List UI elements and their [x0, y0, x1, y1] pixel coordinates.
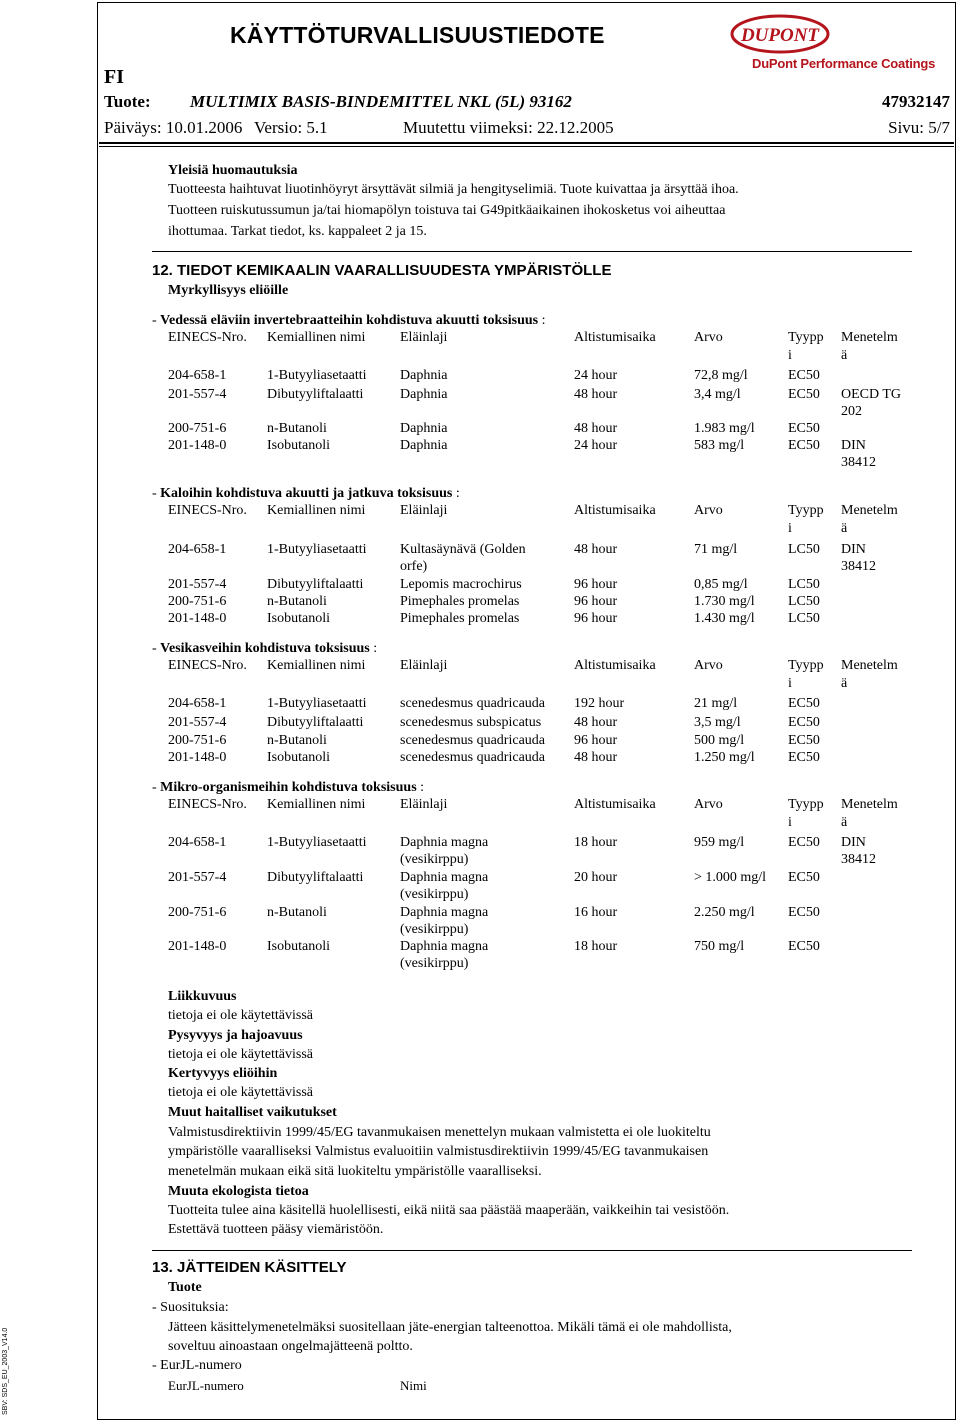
- cell-time: 96 hour: [574, 733, 618, 748]
- cell-einecs: 200-751-6: [168, 594, 227, 609]
- cell-type: LC50: [788, 577, 820, 592]
- table-heading-colon: :: [416, 780, 425, 795]
- cell-species: Pimephales promelas: [400, 611, 520, 626]
- column-header-chem: Kemiallinen nimi: [267, 330, 366, 345]
- cell-value: > 1.000 mg/l: [694, 870, 767, 885]
- cell-chem: Isobutanoli: [267, 750, 330, 765]
- table-heading-text: Vesikasveihin kohdistuva toksisuus: [160, 641, 370, 656]
- product-row: [104, 92, 950, 112]
- cell-value: 2.250 mg/l: [694, 905, 755, 920]
- column-header-species: Eläinlaji: [400, 330, 448, 345]
- cell-species: scenedesmus quadricauda: [400, 696, 545, 711]
- cell-einecs: 204-658-1: [168, 542, 227, 557]
- cell-value: 959 mg/l: [694, 835, 745, 850]
- cell-species: Daphnia: [400, 387, 448, 402]
- cell-time: 48 hour: [574, 421, 618, 436]
- cell-species: Daphnia magna: [400, 905, 489, 920]
- table-heading: [152, 312, 546, 330]
- column-header-type-cont: i: [788, 521, 792, 536]
- cell-time: 48 hour: [574, 542, 618, 557]
- cell-time: 24 hour: [574, 438, 618, 453]
- other-effects-line: Valmistusdirektiivin 1999/45/EG tavanmukaisen menettelyn mukaan valmistetta ei ole luokiteltu: [168, 1125, 711, 1140]
- other-effects-line: ympäristölle vaaralliseksi Valmistus evaluoitiin valmistusdirektiivin 1999/45/EG tavanmukaisen: [168, 1144, 709, 1159]
- table-heading-text: Kaloihin kohdistuva akuutti ja jatkuva toksisuus: [160, 486, 453, 501]
- table-heading-text: Vedessä eläviin invertebraatteihin kohdistuva akuutti toksisuus: [160, 313, 539, 328]
- cell-time: 20 hour: [574, 870, 618, 885]
- table-heading-dash: -: [152, 486, 161, 501]
- cell-chem: Dibutyyliftalaatti: [267, 387, 364, 402]
- mobility-heading: Liikkuvuus: [168, 989, 237, 1004]
- logo-text: DUPONT: [740, 25, 820, 46]
- column-header-method-cont: ä: [841, 348, 848, 363]
- column-header-method: Menetelm: [841, 330, 898, 345]
- modified-date: Muutettu viimeksi: 22.12.2005: [403, 118, 614, 137]
- product-label: Tuote:: [104, 92, 151, 111]
- cell-type: EC50: [788, 387, 820, 402]
- cell-einecs: 201-148-0: [168, 611, 227, 626]
- table-heading-colon: :: [538, 313, 546, 328]
- cell-time: 18 hour: [574, 835, 618, 850]
- notes-line: Tuotteesta haihtuvat liuotinhöyryt ärsyttävät silmiä ja hengityselimiä. Tuote kuivattaa ja ärsyttää ihoa.: [168, 182, 739, 197]
- cell-einecs: 204-658-1: [168, 368, 227, 383]
- eurjl-column-header: EurJL-numero: [168, 1378, 244, 1393]
- column-header-einecs: EINECS-Nro.: [168, 797, 247, 812]
- cell-einecs: 201-557-4: [168, 387, 227, 402]
- column-header-method: Menetelm: [841, 658, 898, 673]
- section-12-title: 12. TIEDOT KEMIKAALIN VAARALLISUUDESTA YMPÄRISTÖLLE: [152, 262, 612, 279]
- notes-line: ihottumaa. Tarkat tiedot, ks. kappaleet 2 ja 15.: [168, 224, 427, 239]
- cell-chem: 1-Butyyliasetaatti: [267, 835, 367, 850]
- page-number: Sivu: 5/7: [888, 118, 950, 137]
- recommendations-line: Jätteen käsittelymenetelmäksi suositellaan jäte-energian talteenottoa. Mikäli tämä ei ole mahdollista,: [168, 1320, 732, 1335]
- cell-method: OECD TG: [841, 387, 902, 402]
- cell-species: Lepomis macrochirus: [400, 577, 522, 592]
- column-header-chem: Kemiallinen nimi: [267, 503, 366, 518]
- ecology-line: Estettävä tuotteen pääsy viemäristöön.: [168, 1222, 384, 1237]
- cell-species: Daphnia: [400, 438, 448, 453]
- cell-time: 16 hour: [574, 905, 618, 920]
- cell-value: 750 mg/l: [694, 939, 745, 954]
- column-header-species: Eläinlaji: [400, 503, 448, 518]
- other-effects-line: menetelmän mukaan eikä sitä luokiteltu ympäristölle vaaralliseksi.: [168, 1164, 542, 1179]
- cell-value: 72,8 mg/l: [694, 368, 748, 383]
- table-heading-text: Mikro-organismeihin kohdistuva toksisuus: [160, 780, 417, 795]
- column-header-method: Menetelm: [841, 797, 898, 812]
- column-header-value: Arvo: [694, 658, 723, 673]
- column-header-method: Menetelm: [841, 503, 898, 518]
- bioaccumulation-text: tietoja ei ole käytettävissä: [168, 1085, 314, 1100]
- persistence-text: tietoja ei ole käytettävissä: [168, 1047, 314, 1062]
- cell-type: LC50: [788, 611, 820, 626]
- cell-time: 48 hour: [574, 750, 618, 765]
- column-header-type-cont: i: [788, 676, 792, 691]
- recommendations-label: - Suosituksia:: [152, 1300, 229, 1315]
- column-header-method-cont: ä: [841, 676, 848, 691]
- cell-species-cont: (vesikirppu): [400, 852, 469, 867]
- name-column-header: Nimi: [400, 1378, 427, 1393]
- persistence-heading: Pysyvyys ja hajoavuus: [168, 1028, 303, 1043]
- cell-species: scenedesmus quadricauda: [400, 750, 545, 765]
- cell-type: EC50: [788, 750, 820, 765]
- cell-chem: Isobutanoli: [267, 939, 330, 954]
- cell-chem: 1-Butyyliasetaatti: [267, 542, 367, 557]
- column-header-exposure: Altistumisaika: [574, 658, 656, 673]
- section-13-title: 13. JÄTTEIDEN KÄSITTELY: [152, 1259, 347, 1276]
- table-heading-colon: :: [452, 486, 460, 501]
- cell-einecs: 201-148-0: [168, 750, 227, 765]
- table-heading: [152, 485, 460, 503]
- column-header-einecs: EINECS-Nro.: [168, 658, 247, 673]
- cell-chem: n-Butanoli: [267, 421, 327, 436]
- cell-time: 192 hour: [574, 696, 625, 711]
- cell-value: 3,5 mg/l: [694, 715, 741, 730]
- recommendations-line: soveltuu ainoastaan ongelmajätteenä poltto.: [168, 1339, 413, 1354]
- cell-einecs: 200-751-6: [168, 421, 227, 436]
- cell-einecs: 201-557-4: [168, 715, 227, 730]
- cell-chem: Dibutyyliftalaatti: [267, 577, 364, 592]
- cell-einecs: 204-658-1: [168, 835, 227, 850]
- cell-method-cont: 38412: [841, 559, 876, 574]
- column-header-exposure: Altistumisaika: [574, 503, 656, 518]
- column-header-type-cont: i: [788, 815, 792, 830]
- version: Versio: 5.1: [254, 118, 328, 137]
- notes-line: Tuotteen ruiskutussumun ja/tai hiomapölyn toistuva tai G49pitkäaikainen ihokosketus voi aiheuttaa: [168, 203, 726, 218]
- cell-einecs: 201-557-4: [168, 870, 227, 885]
- cell-method: DIN: [841, 835, 866, 850]
- cell-einecs: 204-658-1: [168, 696, 227, 711]
- date: Päiväys: 10.01.2006: [104, 118, 243, 137]
- cell-method-cont: 202: [841, 404, 862, 419]
- cell-time: 96 hour: [574, 594, 618, 609]
- column-header-einecs: EINECS-Nro.: [168, 330, 247, 345]
- cell-value: 1.430 mg/l: [694, 611, 755, 626]
- column-header-chem: Kemiallinen nimi: [267, 658, 366, 673]
- column-header-exposure: Altistumisaika: [574, 330, 656, 345]
- table-heading-dash: -: [152, 641, 161, 656]
- cell-species-cont: orfe): [400, 559, 428, 574]
- sds-version-code: SBV: SDS_EU_2003_V14.0: [2, 1327, 9, 1415]
- table-heading-dash: -: [152, 780, 161, 795]
- table-heading-dash: -: [152, 313, 161, 328]
- column-header-chem: Kemiallinen nimi: [267, 797, 366, 812]
- cell-type: EC50: [788, 835, 820, 850]
- cell-type: LC50: [788, 594, 820, 609]
- cell-time: 24 hour: [574, 368, 618, 383]
- cell-chem: n-Butanoli: [267, 733, 327, 748]
- cell-species: scenedesmus quadricauda: [400, 733, 545, 748]
- cell-einecs: 200-751-6: [168, 905, 227, 920]
- product-name: MULTIMIX BASIS-BINDEMITTEL NKL (5L) 93162: [190, 92, 572, 111]
- table-heading: [152, 640, 377, 658]
- section-divider: [152, 251, 912, 252]
- cell-species-cont: (vesikirppu): [400, 956, 469, 971]
- cell-value: 1.730 mg/l: [694, 594, 755, 609]
- cell-chem: Isobutanoli: [267, 611, 330, 626]
- cell-type: EC50: [788, 905, 820, 920]
- column-header-species: Eläinlaji: [400, 658, 448, 673]
- cell-method: DIN: [841, 438, 866, 453]
- column-header-value: Arvo: [694, 503, 723, 518]
- cell-species-cont: (vesikirppu): [400, 887, 469, 902]
- cell-time: 96 hour: [574, 577, 618, 592]
- column-header-einecs: EINECS-Nro.: [168, 503, 247, 518]
- cell-value: 3,4 mg/l: [694, 387, 741, 402]
- column-header-value: Arvo: [694, 330, 723, 345]
- cell-type: EC50: [788, 939, 820, 954]
- bioaccumulation-heading: Kertyvyys eliöihin: [168, 1066, 278, 1081]
- cell-value: 1.250 mg/l: [694, 750, 755, 765]
- cell-value: 1.983 mg/l: [694, 421, 755, 436]
- column-header-value: Arvo: [694, 797, 723, 812]
- ecology-line: Tuotteita tulee aina käsitellä huolellisesti, eikä niitä saa päästää maaperään, vaikkeihin tai vesistöön.: [168, 1203, 730, 1218]
- cell-time: 96 hour: [574, 611, 618, 626]
- product-code: 47932147: [882, 92, 950, 111]
- cell-chem: 1-Butyyliasetaatti: [267, 696, 367, 711]
- column-header-type: Tyypp: [788, 330, 824, 345]
- section-12-subtitle: Myrkyllisyys eliöille: [168, 283, 289, 298]
- cell-method-cont: 38412: [841, 455, 876, 470]
- document-title: KÄYTTÖTURVALLISUUSTIEDOTE: [230, 22, 605, 48]
- cell-chem: Dibutyyliftalaatti: [267, 870, 364, 885]
- cell-species: Daphnia: [400, 421, 448, 436]
- eurjl-label: - EurJL-numero: [152, 1358, 242, 1373]
- cell-chem: 1-Butyyliasetaatti: [267, 368, 367, 383]
- table-heading-colon: :: [369, 641, 378, 656]
- table-heading: [152, 779, 424, 797]
- column-header-type: Tyypp: [788, 797, 824, 812]
- cell-value: 0,85 mg/l: [694, 577, 748, 592]
- cell-chem: Isobutanoli: [267, 438, 330, 453]
- cell-species: scenedesmus subspicatus: [400, 715, 542, 730]
- cell-value: 71 mg/l: [694, 542, 738, 557]
- column-header-species: Eläinlaji: [400, 797, 448, 812]
- cell-einecs: 200-751-6: [168, 733, 227, 748]
- waste-product-heading: Tuote: [168, 1280, 202, 1295]
- cell-species: Pimephales promelas: [400, 594, 520, 609]
- cell-einecs: 201-148-0: [168, 438, 227, 453]
- cell-type: EC50: [788, 696, 820, 711]
- cell-type: EC50: [788, 715, 820, 730]
- cell-chem: Dibutyyliftalaatti: [267, 715, 364, 730]
- cell-species: Daphnia magna: [400, 939, 489, 954]
- cell-species: Kultasäynävä (Golden: [400, 542, 526, 557]
- mobility-text: tietoja ei ole käytettävissä: [168, 1008, 314, 1023]
- column-header-method-cont: ä: [841, 815, 848, 830]
- column-header-type-cont: i: [788, 348, 792, 363]
- cell-value: 583 mg/l: [694, 438, 745, 453]
- cell-time: 48 hour: [574, 387, 618, 402]
- column-header-type: Tyypp: [788, 503, 824, 518]
- cell-time: 48 hour: [574, 715, 618, 730]
- logo-subtitle: DuPont Performance Coatings: [752, 56, 936, 71]
- other-effects-heading: Muut haitalliset vaikutukset: [168, 1105, 337, 1120]
- dupont-logo: [730, 14, 830, 54]
- cell-chem: n-Butanoli: [267, 905, 327, 920]
- cell-species: Daphnia magna: [400, 870, 489, 885]
- header-divider-thin: [99, 146, 954, 147]
- cell-species: Daphnia magna: [400, 835, 489, 850]
- cell-einecs: 201-557-4: [168, 577, 227, 592]
- section-divider: [152, 1250, 912, 1251]
- cell-type: LC50: [788, 542, 820, 557]
- cell-method: DIN: [841, 542, 866, 557]
- cell-type: EC50: [788, 733, 820, 748]
- cell-type: EC50: [788, 870, 820, 885]
- cell-time: 18 hour: [574, 939, 618, 954]
- cell-type: EC50: [788, 438, 820, 453]
- notes-heading: Yleisiä huomautuksia: [168, 163, 298, 178]
- cell-type: EC50: [788, 368, 820, 383]
- cell-value: 500 mg/l: [694, 733, 745, 748]
- column-header-type: Tyypp: [788, 658, 824, 673]
- column-header-exposure: Altistumisaika: [574, 797, 656, 812]
- cell-method-cont: 38412: [841, 852, 876, 867]
- cell-chem: n-Butanoli: [267, 594, 327, 609]
- header-divider: [99, 142, 954, 144]
- cell-species: Daphnia: [400, 368, 448, 383]
- cell-value: 21 mg/l: [694, 696, 738, 711]
- cell-species-cont: (vesikirppu): [400, 922, 469, 937]
- ecology-heading: Muuta ekologista tietoa: [168, 1184, 309, 1199]
- column-header-method-cont: ä: [841, 521, 848, 536]
- cell-einecs: 201-148-0: [168, 939, 227, 954]
- language-code: FI: [104, 66, 124, 88]
- cell-type: EC50: [788, 421, 820, 436]
